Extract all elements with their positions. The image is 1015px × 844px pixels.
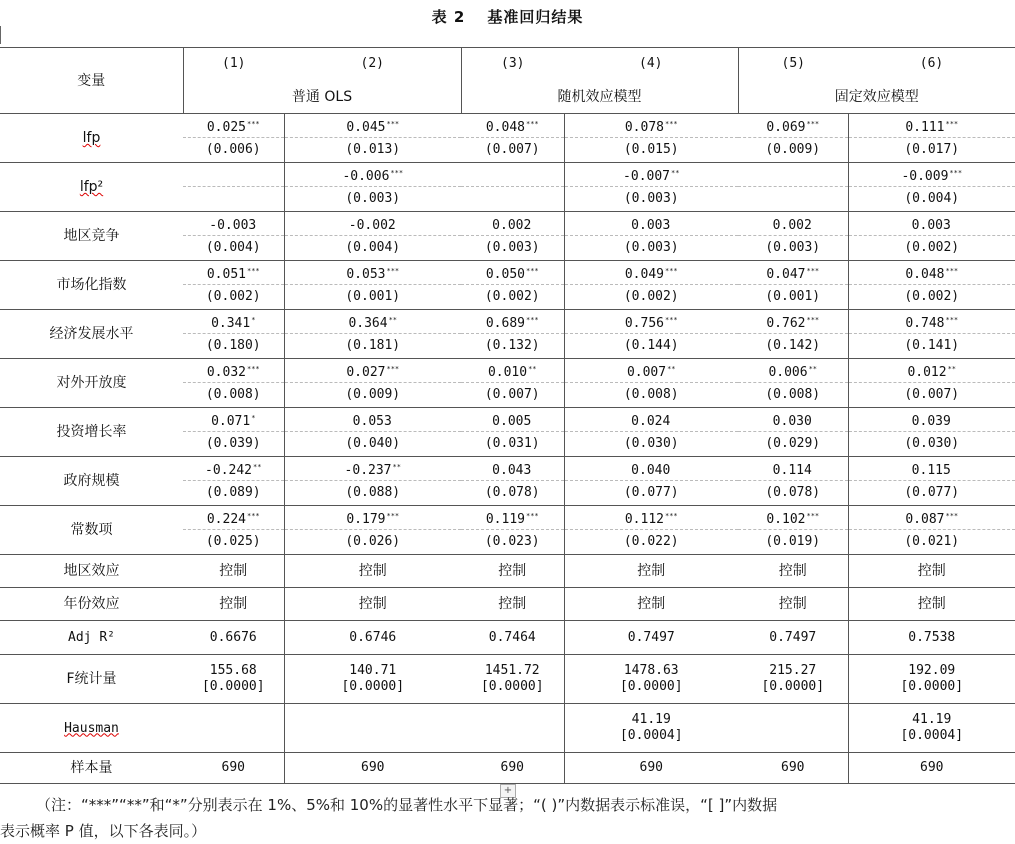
coef-value: 0.069: [766, 120, 805, 135]
coef-cell: [284, 310, 461, 334]
std-error-cell: (0.009): [284, 383, 461, 408]
significance-stars: ***: [247, 267, 260, 275]
coef-cell: [461, 457, 564, 481]
f-stat-value: 192.09: [849, 663, 1015, 679]
hausman-label-text: Hausman: [64, 721, 119, 736]
std-error-cell: (0.003): [284, 187, 461, 212]
std-error-cell: (0.022): [564, 530, 738, 555]
coef-cell: [183, 310, 284, 334]
coef-cell: [564, 506, 738, 530]
coef-cell: [738, 163, 848, 187]
adj-r2-cell: 0.7497: [564, 621, 738, 655]
significance-stars: **: [809, 365, 817, 373]
coef-cell: [461, 212, 564, 236]
coef-value: 0.043: [492, 463, 531, 478]
coef-value: 0.024: [631, 414, 670, 429]
coef-cell: [284, 359, 461, 383]
f-stat-value: 140.71: [285, 663, 462, 679]
coef-value: 0.002: [492, 218, 531, 233]
coef-cell: [284, 163, 461, 187]
sample-size-cell: 690: [183, 753, 284, 784]
coef-value: -0.006: [342, 169, 389, 184]
significance-stars: *: [251, 316, 255, 324]
significance-stars: *: [251, 414, 255, 422]
significance-stars: ***: [806, 120, 819, 128]
table-title: [0, 6, 1015, 27]
significance-stars: **: [389, 316, 397, 324]
std-error-cell: (0.002): [564, 285, 738, 310]
std-error-cell: [461, 187, 564, 212]
std-error-cell: (0.031): [461, 432, 564, 457]
sample-size-cell: 690: [564, 753, 738, 784]
significance-stars: ***: [386, 512, 399, 520]
coef-cell: [461, 359, 564, 383]
f-stat-p-value: [0.0000]: [849, 679, 1015, 695]
f-stat-label: [0, 655, 183, 704]
coef-cell: [738, 457, 848, 481]
significance-stars: ***: [526, 512, 539, 520]
coef-value: -0.237: [345, 463, 392, 478]
coef-value: 0.071: [211, 414, 250, 429]
coef-value: 0.224: [207, 512, 246, 527]
significance-stars: ***: [526, 267, 539, 275]
std-error-cell: (0.004): [183, 236, 284, 261]
regression-table: [0, 47, 1015, 784]
std-error-cell: (0.001): [284, 285, 461, 310]
coef-value: 0.002: [773, 218, 812, 233]
coef-value: 0.112: [625, 512, 664, 527]
coef-value: 0.050: [486, 267, 525, 282]
col-header-2: (2): [284, 48, 461, 81]
coef-cell: [461, 310, 564, 334]
variable-name-text: 地区竞争: [64, 228, 120, 244]
significance-stars: ***: [526, 316, 539, 324]
group-header-fixed-effects: 固定效应模型: [738, 81, 1015, 114]
sample-size-cell: 690: [461, 753, 564, 784]
f-stat-value: 215.27: [738, 663, 848, 679]
significance-stars: ***: [247, 365, 260, 373]
f-stat-value: 1478.63: [565, 663, 739, 679]
significance-stars: ***: [386, 120, 399, 128]
coef-value: 0.025: [207, 120, 246, 135]
coef-value: 0.078: [625, 120, 664, 135]
significance-stars: ***: [390, 169, 403, 177]
coef-cell: [848, 212, 1015, 236]
coef-value: 0.364: [348, 316, 387, 331]
coef-cell: [183, 114, 284, 138]
hausman-value: 41.19: [849, 712, 1015, 728]
coef-value: 0.689: [486, 316, 525, 331]
control-cell: 控制: [564, 555, 738, 588]
std-error-cell: (0.007): [848, 383, 1015, 408]
coef-cell: [284, 457, 461, 481]
col-header-1: (1): [183, 48, 284, 81]
significance-stars: ***: [526, 120, 539, 128]
control-name: 地区效应: [0, 555, 183, 588]
std-error-cell: (0.025): [183, 530, 284, 555]
significance-stars: ***: [665, 512, 678, 520]
variable-name-text: lfp²: [80, 179, 103, 195]
hausman-cell: [848, 704, 1015, 753]
coef-cell: [564, 457, 738, 481]
col-header-3: (3): [461, 48, 564, 81]
std-error-cell: (0.003): [738, 236, 848, 261]
significance-stars: ***: [945, 267, 958, 275]
std-error-cell: (0.039): [183, 432, 284, 457]
hausman-p-value: [0.0004]: [565, 728, 739, 744]
significance-stars: ***: [949, 169, 962, 177]
variable-name-text: 对外开放度: [57, 375, 127, 391]
coef-value: 0.087: [905, 512, 944, 527]
coef-cell: [461, 261, 564, 285]
significance-stars: ***: [945, 120, 958, 128]
coef-cell: [738, 408, 848, 432]
variable-name: [0, 261, 183, 310]
std-error-cell: (0.029): [738, 432, 848, 457]
hausman-label: [0, 704, 183, 753]
coef-value: 0.003: [912, 218, 951, 233]
coef-value: 0.051: [207, 267, 246, 282]
coef-value: 0.748: [905, 316, 944, 331]
std-error-cell: (0.040): [284, 432, 461, 457]
f-stat-p-value: [0.0000]: [565, 679, 739, 695]
significance-stars: ***: [806, 512, 819, 520]
adj-r2-cell: 0.7497: [738, 621, 848, 655]
coef-cell: [564, 163, 738, 187]
significance-stars: **: [671, 169, 679, 177]
coef-value: 0.005: [492, 414, 531, 429]
coef-value: 0.010: [488, 365, 527, 380]
hausman-cell: [738, 704, 848, 753]
adj-r2-cell: 0.6676: [183, 621, 284, 655]
variable-name: [0, 114, 183, 163]
control-cell: 控制: [738, 555, 848, 588]
f-stat-value: 1451.72: [461, 663, 564, 679]
adj-r2-cell: 0.7538: [848, 621, 1015, 655]
control-cell: 控制: [461, 588, 564, 621]
variable-name-text: 常数项: [71, 522, 113, 538]
significance-stars: ***: [806, 267, 819, 275]
significance-stars: **: [667, 365, 675, 373]
coef-cell: [183, 457, 284, 481]
coef-cell: [461, 114, 564, 138]
std-error-cell: (0.141): [848, 334, 1015, 359]
coef-cell: [183, 506, 284, 530]
std-error-cell: (0.142): [738, 334, 848, 359]
coef-value: 0.012: [907, 365, 946, 380]
std-error-cell: (0.003): [461, 236, 564, 261]
significance-stars: ***: [247, 120, 260, 128]
hausman-value: 41.19: [565, 712, 739, 728]
coef-value: 0.040: [631, 463, 670, 478]
coef-cell: [564, 310, 738, 334]
coef-value: -0.009: [901, 169, 948, 184]
std-error-cell: (0.006): [183, 138, 284, 163]
coef-cell: [848, 408, 1015, 432]
std-error-cell: (0.009): [738, 138, 848, 163]
coef-cell: [848, 506, 1015, 530]
coef-value: 0.179: [346, 512, 385, 527]
coef-cell: [848, 359, 1015, 383]
coef-cell: [738, 359, 848, 383]
std-error-cell: [183, 187, 284, 212]
coef-cell: [848, 261, 1015, 285]
coef-value: 0.032: [207, 365, 246, 380]
coef-value: 0.114: [773, 463, 812, 478]
adj-r2-cell: 0.7464: [461, 621, 564, 655]
group-header-random-effects: 随机效应模型: [461, 81, 738, 114]
significance-stars: **: [948, 365, 956, 373]
variable-name: [0, 212, 183, 261]
std-error-cell: [738, 187, 848, 212]
f-stat-cell: [738, 655, 848, 704]
sample-size-cell: 690: [738, 753, 848, 784]
f-stat-cell: [461, 655, 564, 704]
f-stat-p-value: [0.0000]: [461, 679, 564, 695]
variable-name-text: 政府规模: [64, 473, 120, 489]
std-error-cell: (0.019): [738, 530, 848, 555]
hausman-cell: [183, 704, 284, 753]
significance-stars: ***: [665, 267, 678, 275]
f-stat-p-value: [0.0000]: [738, 679, 848, 695]
std-error-cell: (0.002): [848, 285, 1015, 310]
std-error-cell: (0.026): [284, 530, 461, 555]
hausman-cell: [284, 704, 461, 753]
variable-name: [0, 310, 183, 359]
table-number: 表 2: [432, 8, 466, 26]
table-add-button[interactable]: +: [500, 784, 516, 798]
significance-stars: ***: [386, 267, 399, 275]
std-error-cell: (0.002): [461, 285, 564, 310]
f-stat-p-value: [0.0000]: [285, 679, 462, 695]
f-stat-cell: [564, 655, 738, 704]
adj-r2-cell: 0.6746: [284, 621, 461, 655]
coef-cell: [564, 261, 738, 285]
coef-value: 0.762: [766, 316, 805, 331]
table-title-text: 基准回归结果: [487, 8, 583, 26]
coef-value: 0.053: [346, 267, 385, 282]
std-error-cell: (0.004): [848, 187, 1015, 212]
coef-cell: [738, 506, 848, 530]
control-cell: 控制: [848, 555, 1015, 588]
std-error-cell: (0.008): [183, 383, 284, 408]
significance-stars: ***: [665, 120, 678, 128]
std-error-cell: (0.002): [848, 236, 1015, 261]
coef-value: -0.007: [623, 169, 670, 184]
coef-value: 0.048: [486, 120, 525, 135]
coef-cell: [738, 310, 848, 334]
table-corner-mark: [0, 26, 3, 44]
std-error-cell: (0.004): [284, 236, 461, 261]
coef-cell: [284, 114, 461, 138]
coef-value: -0.002: [349, 218, 396, 233]
coef-cell: [848, 163, 1015, 187]
control-cell: 控制: [183, 588, 284, 621]
f-stat-cell: [284, 655, 461, 704]
coef-value: -0.242: [205, 463, 252, 478]
coef-value: 0.003: [631, 218, 670, 233]
significance-stars: **: [528, 365, 536, 373]
f-stat-p-value: [0.0000]: [183, 679, 284, 695]
control-cell: 控制: [738, 588, 848, 621]
coef-cell: [564, 212, 738, 236]
hausman-cell: [461, 704, 564, 753]
coef-value: 0.111: [905, 120, 944, 135]
std-error-cell: (0.023): [461, 530, 564, 555]
sample-size-cell: 690: [284, 753, 461, 784]
col-header-4: (4): [564, 48, 738, 81]
coef-value: 0.007: [627, 365, 666, 380]
control-cell: 控制: [461, 555, 564, 588]
coef-cell: [738, 261, 848, 285]
coef-cell: [284, 408, 461, 432]
std-error-cell: (0.078): [461, 481, 564, 506]
std-error-cell: (0.077): [848, 481, 1015, 506]
variable-name-text: 市场化指数: [57, 277, 127, 293]
std-error-cell: (0.088): [284, 481, 461, 506]
coef-value: 0.030: [773, 414, 812, 429]
significance-stars: **: [393, 463, 401, 471]
col-header-6: (6): [848, 48, 1015, 81]
coef-value: 0.341: [211, 316, 250, 331]
coef-value: -0.003: [209, 218, 256, 233]
coef-value: 0.047: [766, 267, 805, 282]
coef-value: 0.027: [346, 365, 385, 380]
variable-name: [0, 359, 183, 408]
control-name: 年份效应: [0, 588, 183, 621]
variable-name-text: lfp: [83, 130, 101, 146]
control-cell: 控制: [183, 555, 284, 588]
variable-name: [0, 457, 183, 506]
std-error-cell: (0.030): [848, 432, 1015, 457]
coef-cell: [284, 212, 461, 236]
coef-cell: [848, 457, 1015, 481]
coef-cell: [564, 408, 738, 432]
std-error-cell: (0.077): [564, 481, 738, 506]
coef-value: 0.115: [912, 463, 951, 478]
std-error-cell: (0.181): [284, 334, 461, 359]
significance-stars: ***: [806, 316, 819, 324]
f-stat-cell: [183, 655, 284, 704]
coef-cell: [461, 163, 564, 187]
col-header-5: (5): [738, 48, 848, 81]
coef-cell: [183, 163, 284, 187]
coef-value: 0.756: [625, 316, 664, 331]
significance-stars: ***: [945, 512, 958, 520]
note-line-1: （注：“***”“**”和“*”分别表示在 1%、5%和 10%的显著性水平下显著；“( )”内数据表示标准误，“[ ]”内数据: [0, 792, 1015, 818]
significance-stars: ***: [247, 512, 260, 520]
std-error-cell: (0.015): [564, 138, 738, 163]
significance-stars: ***: [386, 365, 399, 373]
variable-name: [0, 163, 183, 212]
coef-cell: [183, 359, 284, 383]
control-cell: 控制: [284, 588, 461, 621]
coef-cell: [461, 506, 564, 530]
adj-r2-label: Adj R²: [0, 621, 183, 655]
std-error-cell: (0.017): [848, 138, 1015, 163]
coef-value: 0.048: [905, 267, 944, 282]
std-error-cell: (0.144): [564, 334, 738, 359]
std-error-cell: (0.007): [461, 383, 564, 408]
variable-name-text: 投资增长率: [57, 424, 127, 440]
coef-cell: [564, 114, 738, 138]
variable-name: [0, 408, 183, 457]
hausman-p-value: [0.0004]: [849, 728, 1015, 744]
coef-value: 0.119: [486, 512, 525, 527]
std-error-cell: (0.030): [564, 432, 738, 457]
f-stat-value: 155.68: [183, 663, 284, 679]
table-note: [0, 792, 1015, 844]
std-error-cell: (0.001): [738, 285, 848, 310]
coef-value: 0.053: [353, 414, 392, 429]
f-stat-cell: [848, 655, 1015, 704]
variable-name-text: 经济发展水平: [50, 326, 134, 342]
coef-cell: [183, 261, 284, 285]
hausman-cell: [564, 704, 738, 753]
std-error-cell: (0.003): [564, 236, 738, 261]
control-cell: 控制: [284, 555, 461, 588]
std-error-cell: (0.008): [564, 383, 738, 408]
control-cell: 控制: [848, 588, 1015, 621]
coef-value: 0.049: [625, 267, 664, 282]
coef-value: 0.102: [766, 512, 805, 527]
coef-value: 0.039: [912, 414, 951, 429]
std-error-cell: (0.180): [183, 334, 284, 359]
f-stat-label-text: F统计量: [66, 671, 116, 687]
std-error-cell: (0.003): [564, 187, 738, 212]
std-error-cell: (0.013): [284, 138, 461, 163]
note-line-2: 表示概率 P 值，以下各表同。）: [0, 818, 1015, 844]
coef-cell: [738, 212, 848, 236]
significance-stars: **: [253, 463, 261, 471]
std-error-cell: (0.007): [461, 138, 564, 163]
std-error-cell: (0.089): [183, 481, 284, 506]
coef-value: 0.006: [768, 365, 807, 380]
coef-cell: [284, 506, 461, 530]
group-header-ols: 普通 OLS: [183, 81, 461, 114]
coef-cell: [848, 114, 1015, 138]
coef-cell: [461, 408, 564, 432]
sample-size-label: 样本量: [0, 753, 183, 784]
coef-cell: [564, 359, 738, 383]
coef-cell: [738, 114, 848, 138]
coef-cell: [848, 310, 1015, 334]
coef-cell: [183, 212, 284, 236]
std-error-cell: (0.021): [848, 530, 1015, 555]
variable-name: [0, 506, 183, 555]
sample-size-cell: 690: [848, 753, 1015, 784]
std-error-cell: (0.132): [461, 334, 564, 359]
std-error-cell: (0.002): [183, 285, 284, 310]
control-cell: 控制: [564, 588, 738, 621]
coef-cell: [183, 408, 284, 432]
variable-header: 变量: [0, 48, 183, 114]
significance-stars: ***: [665, 316, 678, 324]
coef-cell: [284, 261, 461, 285]
significance-stars: ***: [945, 316, 958, 324]
coef-value: 0.045: [346, 120, 385, 135]
std-error-cell: (0.078): [738, 481, 848, 506]
std-error-cell: (0.008): [738, 383, 848, 408]
